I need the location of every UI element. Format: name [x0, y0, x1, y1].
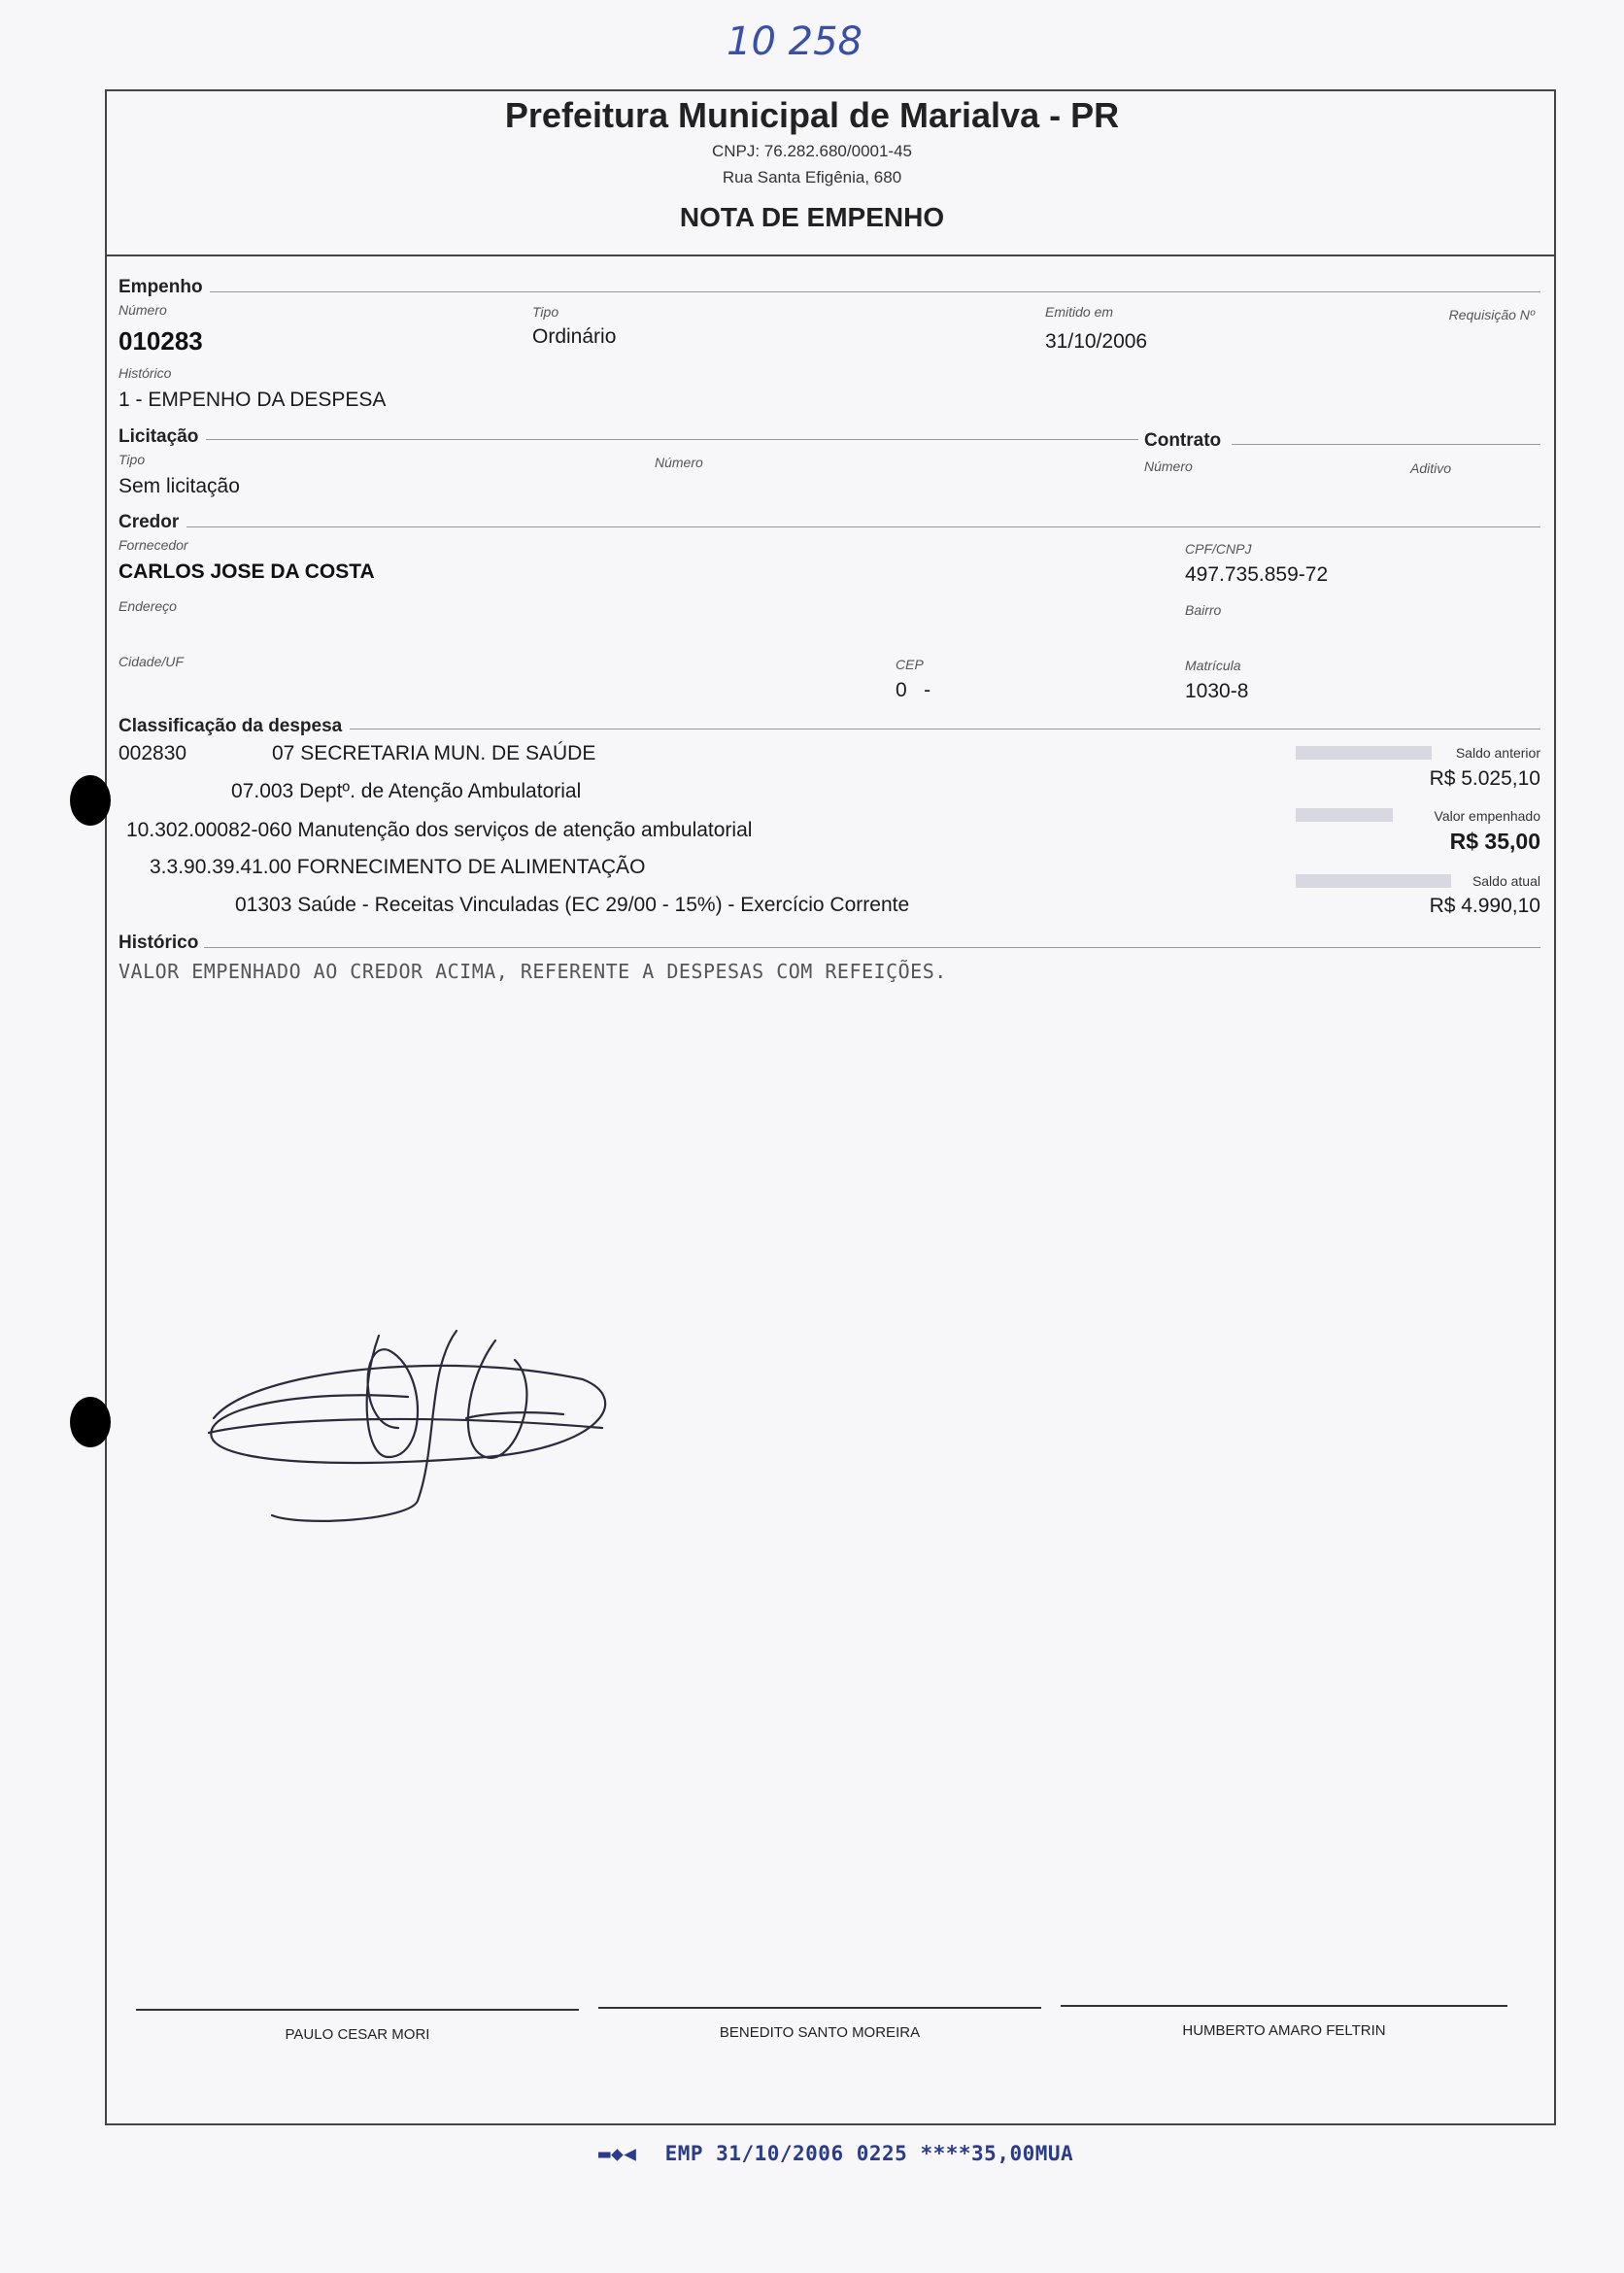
section-credor: Credor: [118, 512, 180, 532]
signature-name-1: PAULO CESAR MORI: [285, 2026, 430, 2043]
cidade-label: Cidade/UF: [118, 654, 184, 669]
classificacao-unidade: 07.003 Deptº. de Atenção Ambulatorial: [231, 780, 582, 802]
header-divider: [105, 254, 1556, 256]
empenho-numero-label: Número: [118, 302, 167, 318]
contrato-numero-label: Número: [1144, 458, 1193, 474]
section-rule: [210, 291, 1540, 292]
classificacao-funcional: 10.302.00082-060 Manutenção dos serviços de atenção ambulatorial: [126, 819, 753, 841]
emitido-label: Emitido em: [1045, 304, 1114, 320]
empenho-tipo: Ordinário: [532, 325, 617, 348]
document-title: NOTA DE EMPENHO: [679, 202, 945, 232]
cep-label: CEP: [896, 657, 924, 672]
empenho-historico: 1 - EMPENHO DA DESPESA: [118, 389, 387, 411]
section-rule: [206, 439, 1138, 440]
section-rule: [204, 947, 1540, 948]
historico-text: VALOR EMPENHADO AO CREDOR ACIMA, REFERENTE A DESPESAS COM REFEIÇÕES.: [118, 960, 947, 983]
licitacao-numero-label: Número: [655, 455, 703, 470]
saldo-atual-label: Saldo atual: [1472, 873, 1540, 889]
empenho-tipo-label: Tipo: [532, 304, 559, 320]
valor-empenhado-label: Valor empenhado: [1434, 808, 1540, 824]
classificacao-orgao: 07 SECRETARIA MUN. DE SAÚDE: [272, 742, 596, 764]
header-cnpj: CNPJ: 76.282.680/0001-45: [711, 142, 913, 160]
signature-name-2: BENEDITO SANTO MOREIRA: [719, 2024, 921, 2041]
handwritten-page-number: 10 258: [727, 19, 863, 64]
section-rule: [1232, 444, 1540, 445]
valor-empenhado-value: R$ 35,00: [1449, 829, 1540, 854]
punch-hole: [70, 775, 111, 826]
endereco-label: Endereço: [118, 598, 177, 614]
cpf-label: CPF/CNPJ: [1185, 541, 1252, 557]
cep-value: 0 -: [896, 679, 931, 701]
section-historico: Histórico: [118, 933, 199, 953]
fornecedor-name: CARLOS JOSE DA COSTA: [118, 560, 375, 583]
signature-line: [1061, 2005, 1507, 2007]
signature-name-3: HUMBERTO AMARO FELTRIN: [1182, 2022, 1386, 2039]
classificacao-code: 002830: [118, 742, 187, 764]
header-address: Rua Santa Efigênia, 680: [722, 168, 902, 187]
matricula-label: Matrícula: [1185, 658, 1241, 673]
requisicao-label: Requisição Nº: [1448, 307, 1535, 322]
matricula-value: 1030-8: [1185, 680, 1249, 702]
classificacao-fonte: 01303 Saúde - Receitas Vinculadas (EC 29/00 - 15%) - Exercício Corrente: [235, 894, 910, 916]
licitacao-tipo-label: Tipo: [118, 452, 146, 467]
signature-line: [136, 2009, 579, 2011]
bairro-label: Bairro: [1185, 602, 1222, 618]
stamp-text: EMP 31/10/2006 0225 ****35,00MUA: [664, 2142, 1074, 2165]
handwritten-signature: [194, 1311, 622, 1564]
classificacao-elemento: 3.3.90.39.41.00 FORNECIMENTO DE ALIMENTAÇÃO: [150, 856, 646, 878]
fornecedor-label: Fornecedor: [118, 537, 188, 553]
section-rule: [186, 526, 1540, 527]
section-licitacao: Licitação: [118, 426, 199, 447]
section-contrato: Contrato: [1144, 430, 1222, 451]
empenho-numero: 010283: [118, 326, 203, 356]
historico-label: Histórico: [118, 365, 172, 381]
saldo-atual-value: R$ 4.990,10: [1429, 895, 1540, 917]
section-empenho: Empenho: [118, 277, 203, 297]
cpf-value: 497.735.859-72: [1185, 563, 1329, 586]
punch-hole: [70, 1397, 111, 1447]
saldo-anterior-value: R$ 5.025,10: [1429, 767, 1540, 790]
page-title: Prefeitura Municipal de Marialva - PR: [504, 95, 1120, 135]
contrato-aditivo-label: Aditivo: [1410, 460, 1452, 476]
licitacao-tipo: Sem licitação: [118, 475, 240, 497]
emitido-date: 31/10/2006: [1045, 330, 1148, 353]
section-classificacao: Classificação da despesa: [118, 716, 343, 736]
saldo-anterior-label: Saldo anterior: [1455, 745, 1540, 761]
signature-line: [598, 2007, 1041, 2009]
stamp-mark: ▬◆◀: [598, 2142, 637, 2165]
